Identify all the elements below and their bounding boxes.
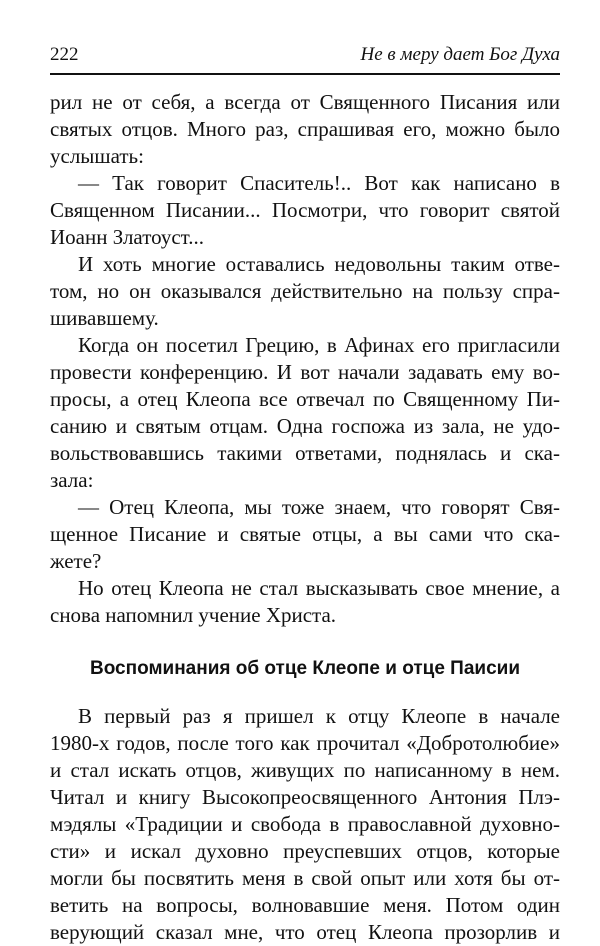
text-line: сти» и искал духовно преуспевших отцов, которые	[50, 839, 560, 863]
text-line: вольствовавшись такими ответами, поднялась и ска-	[50, 441, 560, 465]
text-line: услышать:	[50, 144, 144, 168]
text-line: — Так говорит Спаситель!.. Вот как написано в	[78, 171, 560, 195]
text-line: провести конференцию. И вот начали задавать ему во-	[50, 360, 560, 384]
text-line: зала:	[50, 468, 94, 492]
text-line: И хоть многие оставались недовольны таким отве-	[78, 252, 560, 276]
section-heading: Воспоминания об отце Клеопе и отце Паисии	[89, 658, 521, 679]
text-line: В первый раз я пришел к отцу Клеопе в начале	[78, 704, 560, 728]
text-line: — Отец Клеопа, мы тоже знаем, что говорят Свя-	[78, 495, 560, 519]
text-line: и стал искать отцов, живущих по написанному в нем.	[50, 758, 560, 782]
text-line: том, но он оказывался действительно на пользу спра-	[50, 279, 560, 303]
text-line: Иоанн Златоуст...	[50, 225, 204, 249]
text-line: мэдялы «Традиции и свобода в православной духовно-	[50, 812, 560, 836]
text-line: Священном Писании... Посмотри, что говорит святой	[50, 198, 560, 222]
text-line: 1980-х годов, после того как прочитал «Добротолюбие»	[50, 731, 560, 755]
text-line: рил не от себя, а всегда от Священного Писания или	[50, 90, 560, 114]
text-line: верующий сказал мне, что отец Клеопа прозорлив и	[50, 920, 560, 944]
text-line: ветить на вопросы, волновавшие меня. Потом один	[50, 893, 560, 917]
page-number: 222	[50, 44, 79, 65]
header-rule	[50, 73, 560, 75]
text-line: шивавшему.	[50, 306, 159, 330]
running-header	[50, 40, 560, 70]
text-line: Читал и книгу Высокопреосвященного Антония Плэ-	[50, 785, 560, 809]
running-title: Не в меру дает Бог Духа	[360, 44, 560, 65]
text-line: снова напомнил учение Христа.	[50, 603, 337, 627]
text-line: Когда он посетил Грецию, в Афинах его пригласили	[78, 333, 560, 357]
text-line: жете?	[50, 549, 102, 573]
text-line: Но отец Клеопа не стал высказывать свое мнение, а	[78, 576, 560, 600]
text-line: могли бы посвятить меня в свой опыт или хотя бы от-	[50, 866, 560, 890]
text-line: просы, а отец Клеопа все отвечал по Священному Пи-	[50, 387, 560, 411]
text-line: святых отцов. Много раз, спрашивая его, можно было	[50, 117, 560, 141]
text-line: санию и святым отцам. Одна госпожа из зала, не удо-	[50, 414, 560, 438]
text-line: щенное Писание и святые отцы, а вы сами что ска-	[50, 522, 560, 546]
